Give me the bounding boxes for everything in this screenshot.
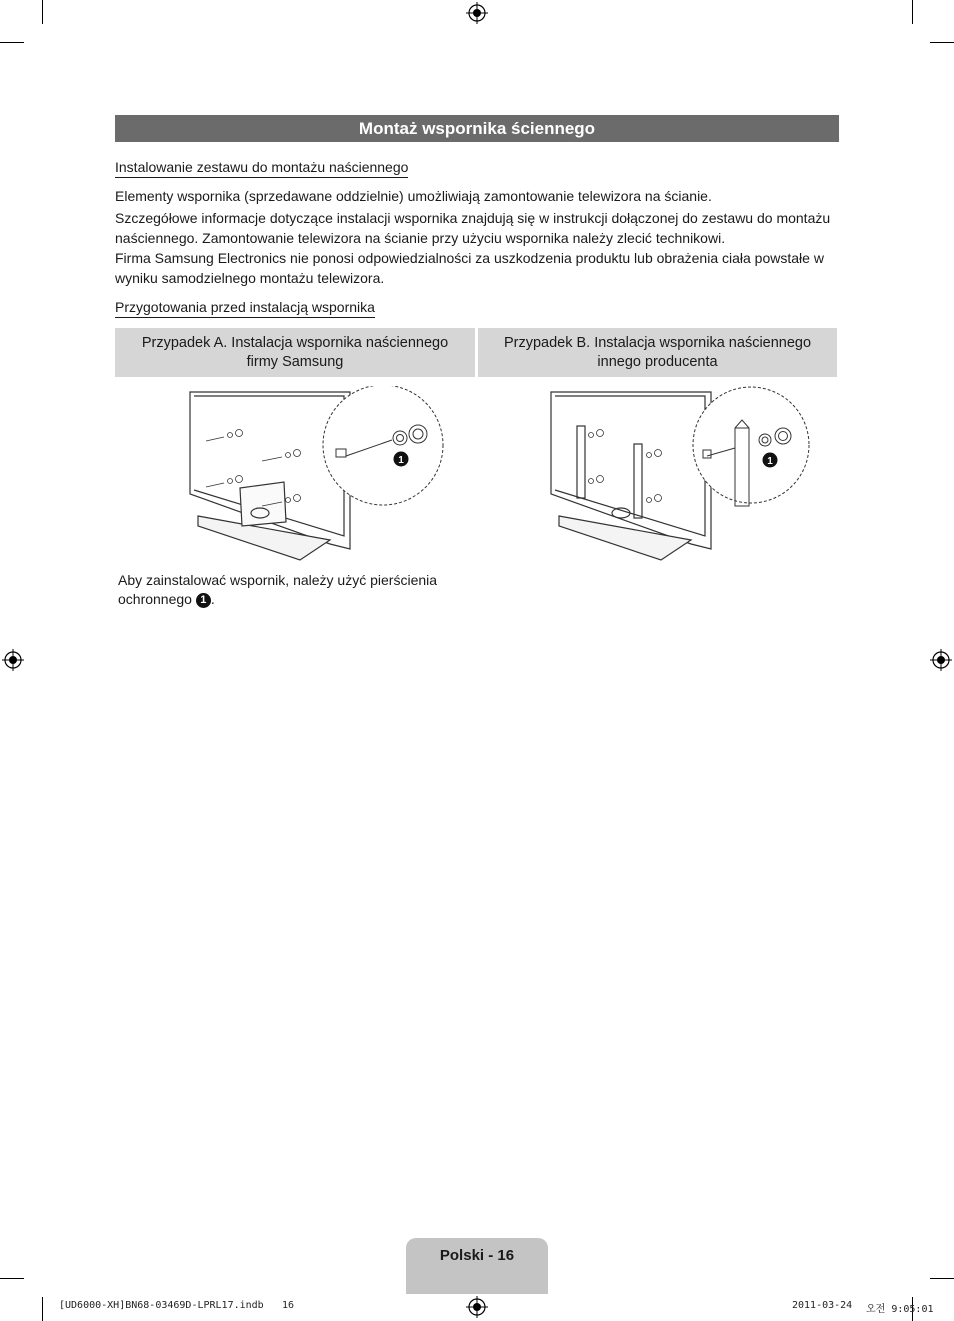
intro-paragraph: Elementy wspornika (sprzedawane oddzielnie) umożliwiają zamontowanie telewizora na ścianie. xyxy=(115,188,712,204)
footer-page: 16 xyxy=(282,1300,295,1311)
install-kit-heading: Instalowanie zestawu do montażu naściennego xyxy=(115,159,408,178)
registration-mark-icon xyxy=(466,1296,488,1318)
note-end: . xyxy=(210,591,215,607)
preparation-heading: Przygotowania przed instalacją wspornika xyxy=(115,299,375,318)
crop-mark xyxy=(0,42,24,43)
page-number-tab: Polski - 16 xyxy=(406,1238,548,1294)
tv-samsung-bracket-illustration xyxy=(180,386,450,564)
tv-other-bracket-illustration xyxy=(541,386,811,564)
crop-mark xyxy=(930,1278,954,1279)
crop-mark xyxy=(912,0,913,24)
svg-text:1: 1 xyxy=(767,456,773,467)
case-b-header: Przypadek B. Instalacja wspornika naściennego innego producenta xyxy=(478,328,837,377)
crop-mark xyxy=(42,1297,43,1321)
crop-mark xyxy=(930,42,954,43)
case-a-header: Przypadek A. Instalacja wspornika naściennego firmy Samsung xyxy=(115,328,475,377)
section-title: Montaż wspornika ściennego xyxy=(115,115,839,142)
svg-text:1: 1 xyxy=(398,455,404,466)
callout-badge: 1 xyxy=(196,593,211,608)
registration-mark-icon xyxy=(2,649,24,671)
disclaimer-paragraph: Firma Samsung Electronics nie ponosi odpowiedzialności za uszkodzenia produktu lub obrażenia ciała powstałe w wyniku samodzielnego montażu telewizora. xyxy=(115,250,824,286)
footer-filename: [UD6000-XH]BN68-03469D-LPRL17.indb xyxy=(59,1300,264,1311)
registration-mark-icon xyxy=(466,2,488,24)
details-paragraph: Szczegółowe informacje dotyczące instalacji wspornika znajdują się w instrukcji dołączonej do zestawu do montażu naściennego. Zamontowanie telewizora na ścianie przy użyciu wspornika należy zlecić technikowi. xyxy=(115,210,831,246)
note-text: Aby zainstalować wspornik, należy użyć pierścienia ochronnego xyxy=(118,572,438,607)
crop-mark xyxy=(42,0,43,24)
registration-mark-icon xyxy=(930,649,952,671)
crop-mark xyxy=(0,1278,24,1279)
footer-time: 오전 9:05:01 xyxy=(866,1304,934,1315)
protective-ring-note xyxy=(118,571,478,609)
footer-date: 2011-03-24 xyxy=(792,1300,853,1311)
